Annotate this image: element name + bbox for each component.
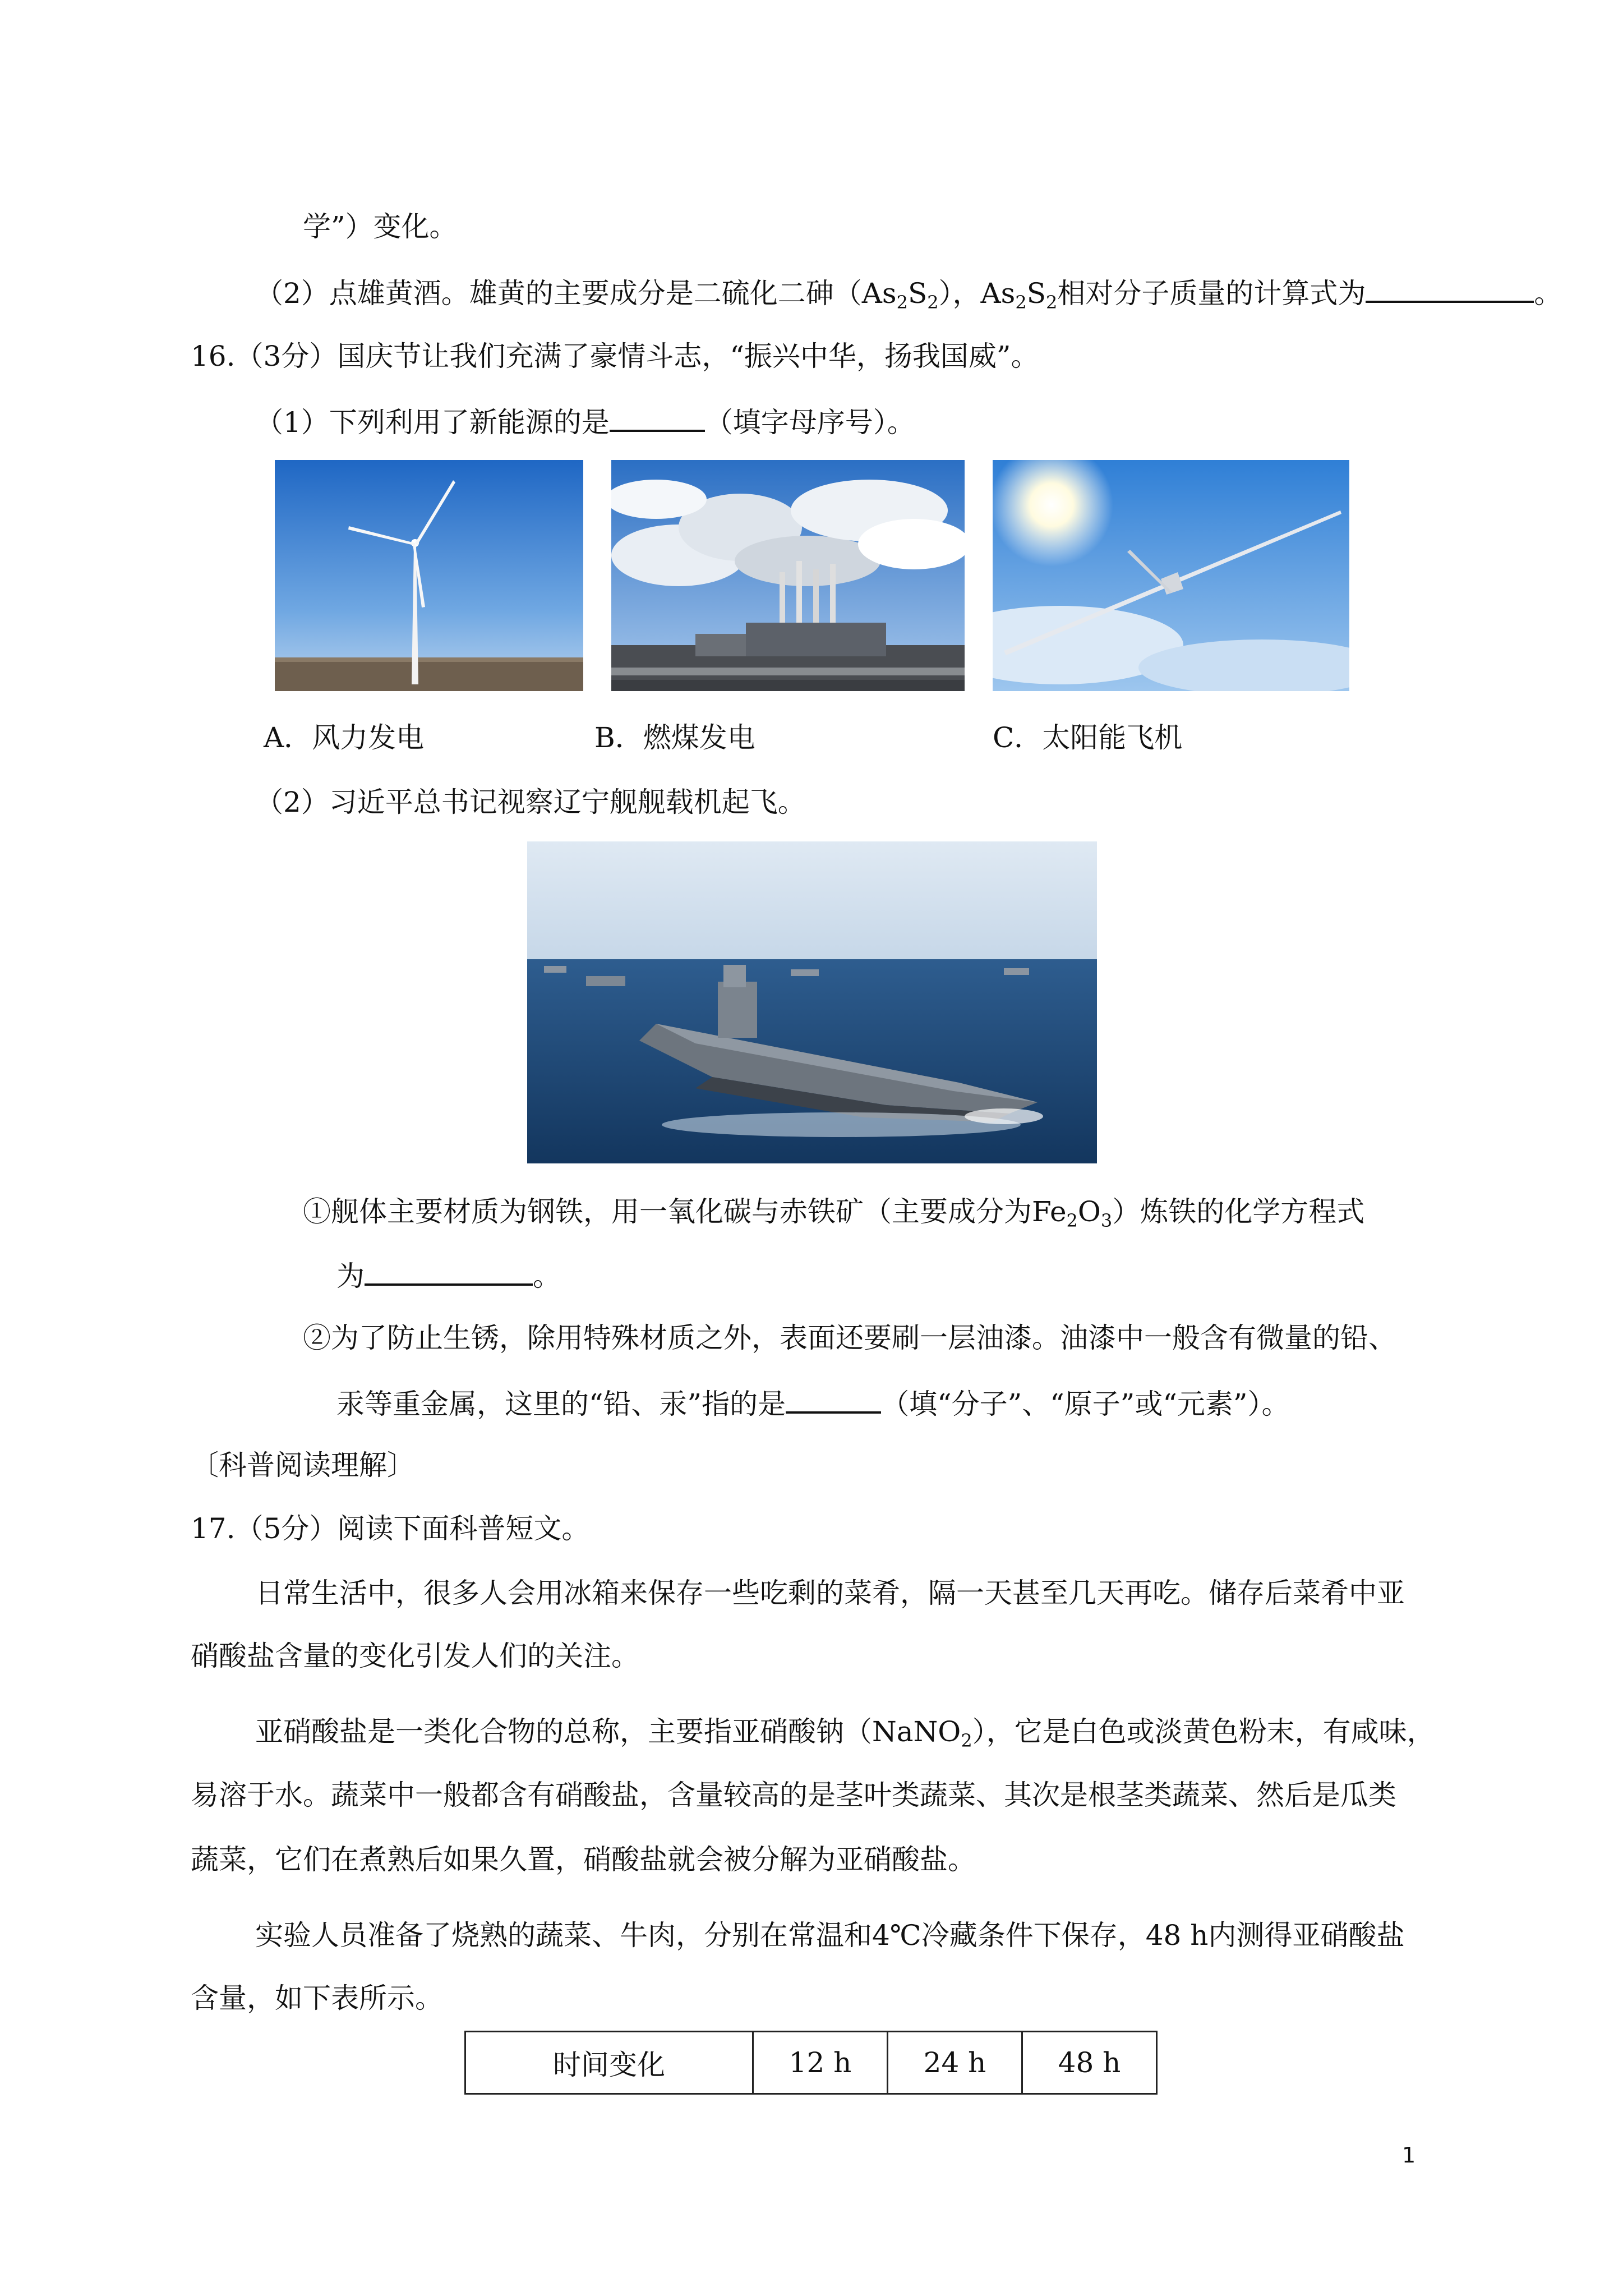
q17-para2-line3: 蔬菜，它们在煮熟后如果久置，硝酸盐就会被分解为亚硝酸盐。 (191, 1843, 976, 1876)
q17-para1-line1: 日常生活中，很多人会用冰箱来保存一些吃剩的菜肴，隔一天甚至几天再吃。储存后菜肴中亚 (255, 1577, 1405, 1609)
q15-continuation-line: 学”）变化。 (303, 210, 458, 243)
aircraft-carrier-photo (527, 841, 1097, 1163)
table-header-cell: 时间变化 (465, 2032, 753, 2094)
answer-blank[interactable] (1366, 274, 1534, 303)
answer-blank[interactable] (786, 1384, 881, 1414)
q17-para3-line1: 实验人员准备了烧熟的蔬菜、牛肉，分别在常温和4℃冷藏条件下保存，48 h内测得亚硝酸盐 (255, 1919, 1405, 1952)
option-c: C．太阳能飞机 (993, 721, 1183, 754)
answer-blank[interactable] (610, 403, 705, 432)
table-header-cell: 48 h (1022, 2032, 1157, 2094)
q17-para2-line2: 易溶于水。蔬菜中一般都含有硝酸盐，含量较高的是茎叶类蔬菜、其次是根茎类蔬菜、然后是瓜类 (191, 1779, 1396, 1811)
page-number: 1 (1402, 2143, 1416, 2168)
wind-turbine-photo (275, 460, 583, 691)
q17-para2-line1: 亚硝酸盐是一类化合物的总称，主要指亚硝酸钠（NaNO$_2$），它是白色或淡黄色粉末，有咸味， (255, 1715, 1435, 1751)
q16-item2-line1: ②为了防止生锈，除用特殊材质之外，表面还要刷一层油漆。油漆中一般含有微量的铅、 (303, 1322, 1396, 1354)
q16-item1-line1: ①舰体主要材质为钢铁，用一氧化碳与赤铁矿（主要成分为$Fe_2O_3$）炼铁的化学方程式 (303, 1195, 1365, 1231)
q16-sub2: （2）习近平总书记视察辽宁舰舰载机起飞。 (255, 786, 806, 818)
table-row (465, 2032, 1157, 2094)
answer-blank[interactable] (365, 1257, 533, 1286)
option-b: B．燃煤发电 (594, 721, 755, 754)
q16-sub1: （1）下列利用了新能源的是 （填字母序号）。 (255, 403, 915, 440)
section-heading: 〔科普阅读理解〕 (191, 1449, 415, 1481)
table-header-cell: 12 h (753, 2032, 888, 2094)
nitrite-table (464, 2031, 1158, 2095)
q17-para1-line2: 硝酸盐含量的变化引发人们的关注。 (191, 1640, 639, 1672)
q16-item1-line2: 为 。 (336, 1257, 561, 1294)
option-a: A．风力发电 (264, 721, 425, 754)
solar-airplane-photo (993, 460, 1349, 691)
q16-stem: 16.（3分）国庆节让我们充满了豪情斗志，“振兴中华，扬我国威”。 (191, 340, 1039, 372)
q17-stem: 17.（5分）阅读下面科普短文。 (191, 1512, 590, 1545)
q17-para3-line2: 含量，如下表所示。 (191, 1982, 443, 2014)
q15-sub2-line: （2）点雄黄酒。雄黄的主要成分是二硫化二砷$(As_2S_2)$，$As_2S_2$相对分子质量的计算式为 。 (255, 274, 1562, 320)
table-header-cell: 24 h (888, 2032, 1022, 2094)
coal-power-plant-photo (611, 460, 965, 691)
q16-item2-line2: 汞等重金属，这里的“铅、汞”指的是 （填“分子”、“原子”或“元素”）。 (336, 1384, 1290, 1422)
